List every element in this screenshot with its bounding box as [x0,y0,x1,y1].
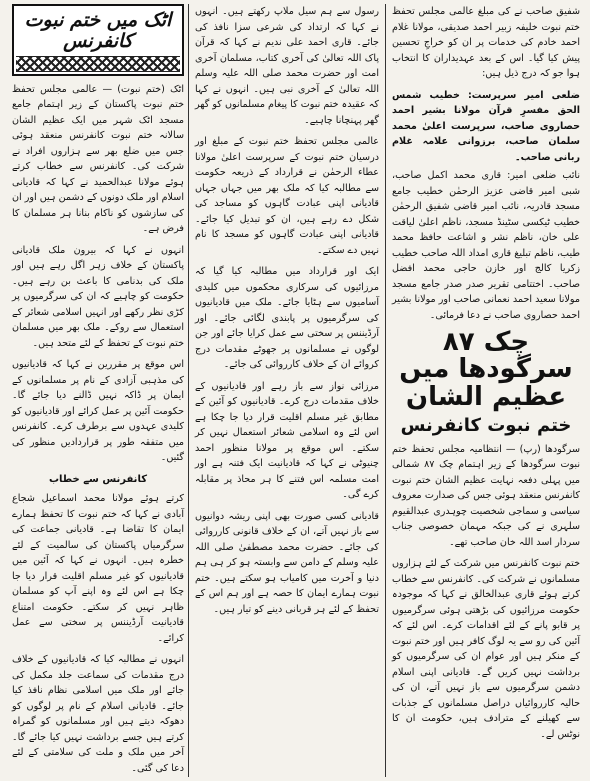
article-paragraph: مرزائی نواز سے باز رہے اور قادیانیوں کے خلاف مقدمات درج کرے۔ قادیانیوں کو آئین کے مطابق غیر مسلم اقلیت قرار دیا جا چکا ہے اس لئے وہ اسلامی شعائر استعمال نہیں کر سکتے۔ اس موقع پر مولانا منظور احمد چنیوٹی نے کہا کہ قادیانیت ایک فتنہ ہے اور امت مسلمہ اس فتنے کا ہر محاذ پر مقابلہ کرے گی۔ [195,380,379,500]
article-paragraph: ختم نبوت کانفرنس میں شرکت کے لئے ہزاروں مسلمانوں نے شرکت کی۔ کانفرنس سے خطاب کرتے ہوئے قاری عبدالخالق نے کہا کہ موجودہ حکومت مرزائیوں کی بڑھتی ہوئی سرگرمیوں پر قابو پانے کے لئے اقدامات کرے۔ اس لئے کہ آئین کی رو سے یہ لوگ کافر ہیں اور ختم نبوت کے منکر ہیں اور عوام ان کی سرگرمیوں کو برداشت نہیں کریں گے۔ قادیانی اپنی اسلام دشمن سرگرمیوں سے باز نہیں آتے، ان کی حالیہ کارروائیاں دراصل مسلمانوں کے جذبات سے کھیلنے کے مترادف ہیں، حکومت ان کا نوٹس لے۔ [392,558,580,740]
article-paragraph: اس موقع پر مقررین نے کہا کہ قادیانیوں کی مذہبی آزادی کے نام پر مسلمانوں کے ایمان پر ڈاکہ نہیں ڈالنے دیا جائے گا۔ حکومت آئین پر عمل کرائے اور قادیانیوں کو کلیدی عہدوں سے برطرف کرے۔ کانفرنس میں متفقہ طور پر قراردادیں منظور کی گئیں۔ [12,359,184,464]
left-column [6,4,188,777]
office-bearers-item: نائب ضلعی امیر: قاری محمد اکمل صاحب، شبی امیر قاضی عزیز الرحمٰن خطیب جامع مسجد قادریہ، نائب امیر قاضی شفیق الرحمٰن خطیب ٹیکسی سٹینڈ مسجد، ناظم اعلیٰ لیاقت علی خان، ناظم نشر و اشاعت حافظ محمد طیب، ناظم تبلیغ قاری امداد اللہ صاحب خطیب زکریا کالج اور خازن حاجی محمد افضل صاحب۔ اختتامی تقریر صدر صدر جامع مسجد مولانا سعید احمد نعمانی صاحب اور مولانا بشیر احمد حصاروی صاحب نے دعا فرمائی۔ [392,170,580,321]
article-paragraph: اٹک (ختم نبوت) — عالمی مجلس تحفظ ختم نبوت پاکستان کے زیر اہتمام جامع مسجد اٹک شہر میں ایک عظیم الشان سالانہ ختم نبوت کانفرنس منعقد ہوئی جس میں ضلع بھر سے ہزاروں افراد نے شرکت کی۔ کانفرنس سے خطاب کرتے ہوئے مولانا عبدالحمید نے کہا کہ قادیانی اسلام اور ملک دونوں کے دشمن ہیں اور ان کی سازشوں کو ناکام بنانا ہر مسلمان کا فرض ہے۔ [12,83,184,235]
chak87-headline [392,329,580,436]
ornament-border [16,56,180,72]
article-paragraph: عالمی مجلس تحفظ ختم نبوت کے مبلغ اور درسیان ختم نبوت کے سرپرست اعلیٰ مولانا عطاء الرحمٰن نے قرارداد کے ذریعہ حکومت سے مطالبہ کیا کہ ملک بھر میں جہاں جہاں قادیانی اپنی عبادت گاہوں کو مساجد کی شکل دے رہے ہیں، ان کو تبدیل کیا جائے۔ قادیانی اپنی عبادت گاہوں کو مسجد کا نام نہیں دے سکتے۔ [195,136,379,256]
article-paragraph: قادیانی کسی صورت بھی اپنی ریشہ دوانیوں سے باز نہیں آتے، ان کے خلاف قانونی کارروائی کی جائے۔ حضرت محمد مصطفیٰ صلی اللہ علیہ وسلم کے دامن سے وابستہ ہو کر ہی ہم دنیا و آخرت میں کامیاب ہو سکتے ہیں۔ ختم نبوت ہمارے ایمان کا حصہ ہے اور ہم اس کے تحفظ کے لئے ہر قربانی دینے کو تیار ہیں۔ [195,510,379,615]
attock-title: اٹک میں ختم نبوت کانفرنس [24,9,172,52]
article-paragraph: سرگودھا (رپ) — انتظامیہ مجلس تحفظ ختم نبوت سرگودھا کے زیر اہتمام چک ۸۷ شمالی میں پہلی دفعہ نہایت عظیم الشان ختم نبوت کانفرنس منعقد ہوئی جس کی صدارت معروف سیاسی و سماجی شخصیت چوہدری عبدالقیوم سلہری نے کی جبکہ مہمان خصوصی جناب سردار اسد اللہ خان صاحب تھے۔ [392,443,580,548]
article-paragraph: ایک اور قرارداد میں مطالبہ کیا گیا کہ مرزائیوں کی سرکاری محکموں میں کلیدی آسامیوں سے ہٹایا جائے۔ ملک میں قادیانیوں کی سرگرمیوں پر پابندی لگائی جائے۔ اور آرڈیننس پر سختی سے عمل کرایا جائے اور جن لوگوں نے مسلمانوں پر جھوٹے مقدمات درج کروائے ان کے خلاف کارروائی کی جائے۔ [195,266,379,370]
article-paragraph: انہوں نے مطالبہ کیا کہ قادیانیوں کے خلاف درج مقدمات کی سماعت جلد مکمل کی جائے اور ملک میں اسلامی نظام نافذ کیا جائے۔ قادیانی اسلام کے نام پر لوگوں کو دھوکہ دیتے ہیں اور مسلمانوں کو گمراہ کرتے ہیں جسے برداشت نہیں کیا جائے گا۔ آخر میں ملک و ملت کی سلامتی کے لئے دعا کی گئی۔ [12,654,184,774]
office-bearers-item: ضلعی امیر سرپرست: خطیب شمس الحق مفسرِ قرآن مولانا بشیر احمد حصاروی صاحب، سرپرست اعلیٰ محمد سلمان صاحب، برزوانی علامہ غلام ربانی صاحب۔ [392,89,580,163]
attock-title-box [12,4,184,76]
article-paragraph: انہوں نے کہا کہ بیرون ملک قادیانی پاکستان کے خلاف زہر اگل رہے ہیں اور ملک کی بدنامی کا باعث بن رہے ہیں۔ حکومت کو چاہیے کہ ان کی سرگرمیوں پر کڑی نظر رکھے اور انہیں اسلامی شعائر کے استعمال سے روکے۔ ملک بھر میں مسلمان ختم نبوت کے تحفظ کے لئے متحد ہیں۔ [12,244,184,349]
right-column [386,4,584,777]
headline-main: چک ۸۷ سرگودھا میں عظیم الشان [399,327,573,412]
article-paragraph: کرتے ہوئے مولانا محمد اسماعیل شجاع آبادی نے کہا کہ ختم نبوت کا تحفظ ہمارے ایمان کا تقاضا ہے۔ قادیانی جماعت کی سرگرمیاں پاکستان کی سالمیت کے لئے خطرہ ہیں۔ انہوں نے کہا کہ آئین میں قادیانیوں کو غیر مسلم اقلیت قرار دیا جا چکا ہے اس لئے وہ اپنے آپ کو مسلمان ظاہر نہیں کر سکتے۔ حکومت امتناع قادیانیت آرڈیننس پر سختی سے عمل کرائے۔ [12,493,184,644]
headline-sub: ختم نبوت کانفرنس [400,414,572,436]
article-paragraph: رسول سے ہم سیل ملاپ رکھتے ہیں۔ انہوں نے کہا کہ ارتداد کی شرعی سزا نافذ کی جائے۔ قاری احمد علی ندیم نے کہا کہ قرآن پاک اللہ تعالیٰ کی آخری کتاب، مسلمان آخری امت اور حضرت محمد صلی اللہ علیہ وسلم اللہ تعالیٰ کے آخری نبی ہیں۔ انہوں نے کہا کہ عقیدہ ختم نبوت کا پیغام مسلمانوں کو گھر گھر پہنچانا چاہیے۔ [195,6,379,126]
middle-column [188,4,386,777]
subheading: کانفرنس سے خطاب [48,473,148,485]
article-paragraph: شفیق صاحب نے کی مبلغ عالمی مجلس تحفظ ختم نبوت خلیفہ زبیر احمد صدیقی، مولانا غلام احمد خادم کی خدمات پر ان کو خراجِ تحسین پیش کیا گیا۔ اس کے بعد عہدیداران کا انتخاب ہوا جو کہ درج ذیل ہیں: [392,6,580,79]
